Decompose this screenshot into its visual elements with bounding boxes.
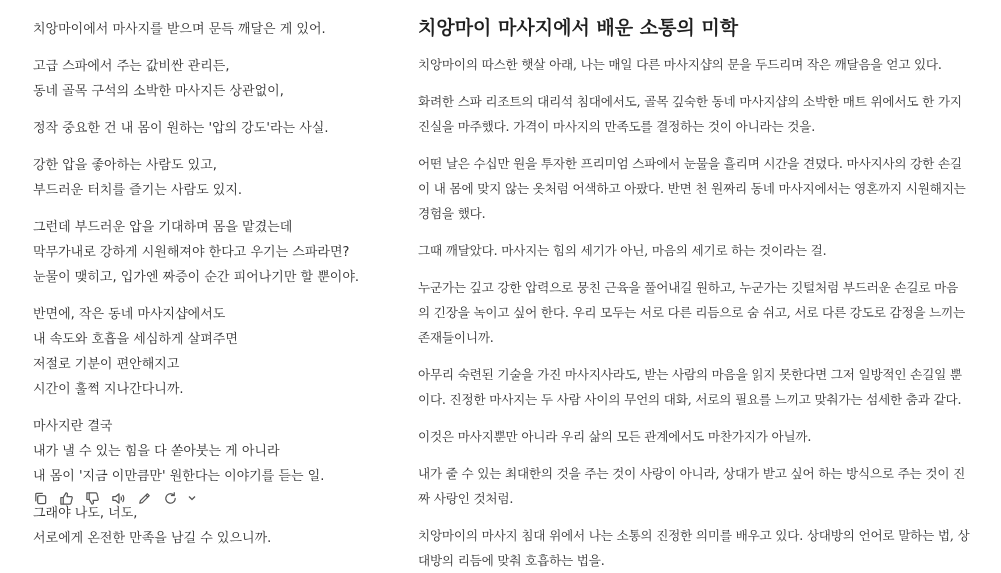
text-line: 내가 줄 수 있는 최대한의 것을 주는 것이 사랑이 아니라, 상대가 받고 싶어 하는 방식으로 주는 것이 진 [418,466,966,481]
message-paragraph [33,54,400,104]
message-paragraph [33,302,400,402]
text-line: 강한 압을 좋아하는 사람도 있고, [33,158,217,173]
thumbs-down-button[interactable] [82,488,102,508]
text-line: 내 몸이 '지금 이만큼만' 원한다는 이야기를 듣는 일. [33,469,325,484]
message-paragraph [33,153,400,203]
text-line: 부드러운 터치를 즐기는 사람도 있지. [33,183,243,198]
message-paragraph [33,17,400,42]
text-line: 아무리 숙련된 기술을 가진 마사지사라도, 받는 사람의 마음을 읽지 못한다면 그저 일방적인 손길일 뿐 [418,367,962,382]
edit-button[interactable] [134,488,154,508]
text-line: 이 내 몸에 맞지 않는 옷처럼 어색하고 아팠다. 반면 천 원짜리 동네 마사지에서는 영혼까지 시원해지는 [418,181,966,196]
text-line: 치앙마이의 따스한 햇살 아래, 나는 매일 다른 마사지샵의 문을 두드리며 작은 깨달음을 얻고 있다. [418,57,942,72]
message-body [33,17,400,551]
text-line: 누군가는 깊고 강한 압력으로 뭉친 근육을 풀어내길 원하고, 누군가는 깃털처럼 부드러운 손길로 마음 [418,280,959,295]
article-paragraph [418,52,988,77]
edit-icon [137,491,152,506]
thumbs-up-button[interactable] [56,488,76,508]
article-paragraph [418,461,988,511]
chevron-down-icon [187,493,197,503]
text-line: 동네 골목 구석의 소박한 마사지든 상관없이, [33,84,284,99]
text-line: 대방의 리듬에 맞춰 호흡하는 법을. [418,553,605,568]
text-line: 막무가내로 강하게 시원해져야 한다고 우기는 스파라면? [33,245,350,260]
text-line: 서로에게 온전한 만족을 남길 수 있으니까. [33,531,272,546]
regenerate-button[interactable] [160,488,180,508]
article-paragraph [418,523,988,573]
text-line: 치앙마이에서 마사지를 받으며 문득 깨달은 게 있어. [33,22,326,37]
message-paragraph [33,414,400,489]
article-paragraph [418,362,988,412]
message-paragraph [33,215,400,290]
article-panel [418,0,988,568]
text-line: 그때 깨달았다. 마사지는 힘의 세기가 아닌, 마음의 세기로 하는 것이라는 걸. [418,243,827,258]
text-line: 그런데 부드러운 압을 기대하며 몸을 맡겼는데 [33,220,293,235]
text-line: 눈물이 맺히고, 입가엔 짜증이 순간 피어나기만 할 뿐이야. [33,270,360,285]
article-title: 치앙마이 마사지에서 배운 소통의 미학 [418,17,739,39]
text-line: 반면에, 작은 동네 마사지샵에서도 [33,307,226,322]
thumbs-up-icon [59,491,74,506]
text-line: 의 긴장을 녹이고 싶어 한다. 우리 모두는 서로 다른 리듬으로 숨 쉬고, 서로 다른 강도로 감정을 느끼는 [418,305,966,320]
text-line: 존재들이니까. [418,330,494,345]
article-paragraph [418,89,988,139]
speaker-icon [111,491,126,506]
copy-button[interactable] [30,488,50,508]
text-line: 시간이 훌쩍 지나간다니까. [33,382,184,397]
text-line: 그래야 나도, 너도, [33,506,138,521]
text-line: 내가 낼 수 있는 힘을 다 쏟아붓는 게 아니라 [33,444,280,459]
text-line: 이다. 진정한 마사지는 두 사람 사이의 무언의 대화, 서로의 필요를 느끼고 맞춰가는 섬세한 춤과 같다. [418,392,962,407]
thumbs-down-icon [85,491,100,506]
article-paragraph [418,275,988,350]
text-line: 경험을 했다. [418,206,486,221]
text-line: 저절로 기분이 편안해지고 [33,357,180,372]
text-line: 고급 스파에서 주는 값비싼 관리든, [33,59,230,74]
article-paragraph [418,238,988,263]
article-body [418,52,988,573]
text-line: 진실을 마주했다. 가격이 마사지의 만족도를 결정하는 것이 아니라는 것을. [418,119,815,134]
message-paragraph [33,501,400,551]
text-line: 짜 사랑인 것처럼. [418,491,514,506]
article-paragraph [418,424,988,449]
text-line: 마사지란 결국 [33,419,113,434]
text-line: 화려한 스파 리조트의 대리석 침대에서도, 골목 깊숙한 동네 마사지샵의 소박한 매트 위에서도 한 가지 [418,94,962,109]
chat-message [0,0,400,546]
text-line: 어떤 날은 수십만 원을 투자한 프리미엄 스파에서 눈물을 흘리며 시간을 견뎠다. 마사지사의 강한 손길 [418,156,962,171]
text-line: 이것은 마사지뿐만 아니라 우리 삶의 모든 관계에서도 마찬가지가 아닐까. [418,429,812,444]
copy-icon [33,491,48,506]
refresh-icon [163,491,178,506]
text-line: 치앙마이의 마사지 침대 위에서 나는 소통의 진정한 의미를 배우고 있다. 상대방의 언어로 말하는 법, 상 [418,528,970,543]
read-aloud-button[interactable] [108,488,128,508]
message-paragraph [33,116,400,141]
message-action-bar [30,488,198,508]
article-paragraph [418,151,988,226]
text-line: 내 속도와 호흡을 세심하게 살펴주면 [33,332,238,347]
text-line: 정작 중요한 건 내 몸이 원하는 '압의 강도'라는 사실. [33,121,329,136]
more-options-button[interactable] [186,488,198,508]
